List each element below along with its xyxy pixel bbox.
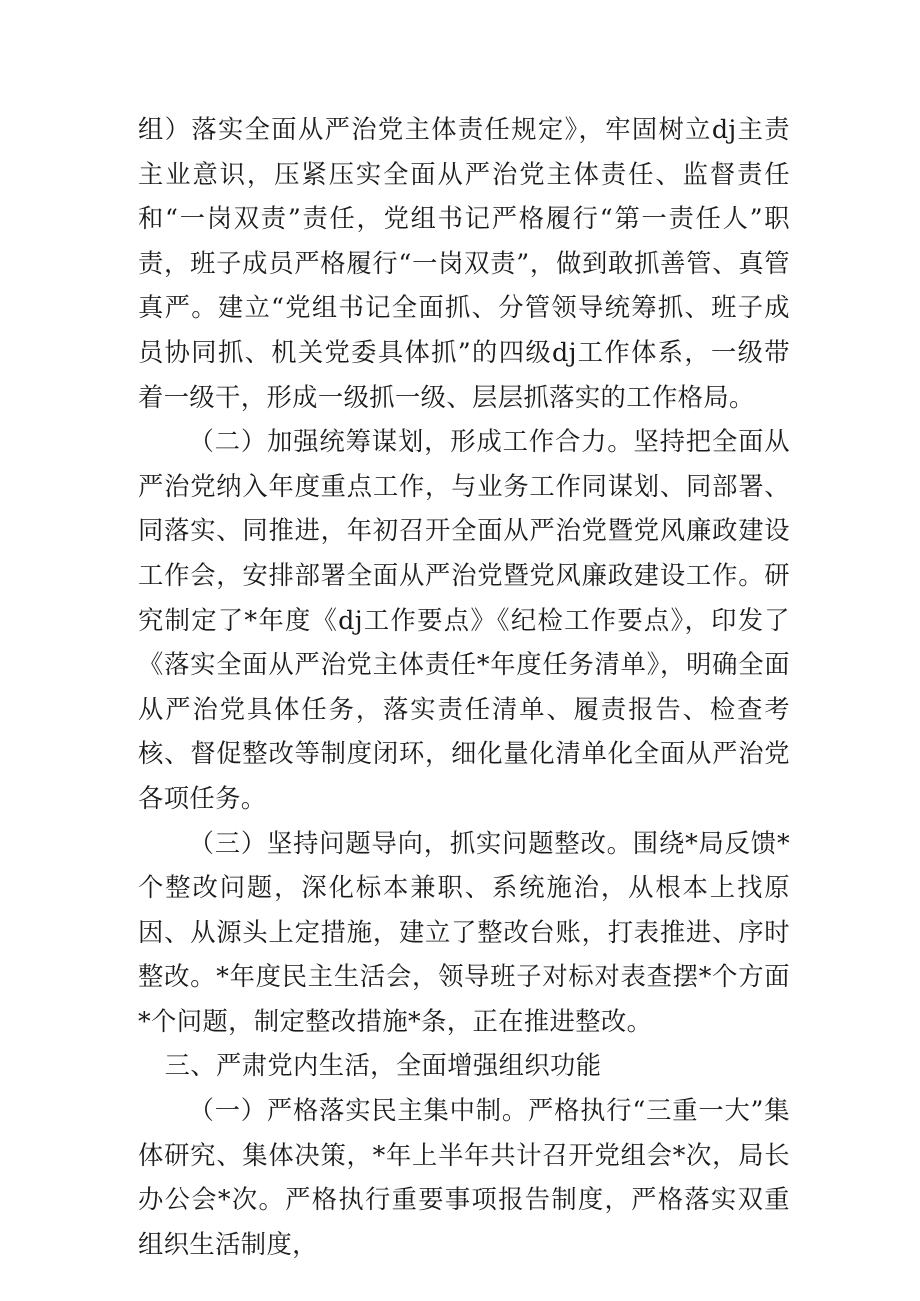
paragraph-coordination-planning: （二）加强统筹谋划，形成工作合力。坚持把全面从严治党纳入年度重点工作，与业务工作同谋划、同部署、同落实、同推进，年初召开全面从严治党暨党风廉政建设工作会，安排部署全面从严治党暨党风廉政建设工作。研究制定了*年度《dj工作要点》《纪检工作要点》，印发了《落实全面从严治党主体责任*年度任务清单》，明确全面从严治党具体任务，落实责任清单、履责报告、检查考核、督促整改等制度闭环，细化量化清单化全面从严治党各项任务。 xyxy=(138,427,790,813)
paragraph-problem-rectification: （三）坚持问题导向，抓实问题整改。围绕*局反馈*个整改问题，深化标本兼职、系统施治，从根本上找原因、从源头上定措施，建立了整改台账，打表推进、序时整改。*年度民主生活会，领导班子对标对表查摆*个方面*个问题，制定整改措施*条，正在推进整改。 xyxy=(138,828,790,1036)
section-heading-party-life: 三、严肃党内生活，全面增强组织功能 xyxy=(164,1051,602,1081)
paragraph-democratic-centralism: （一）严格落实民主集中制。严格执行“三重一大”集体研究、集体决策，*年上半年共计召开党组会*次，局长办公会*次。严格执行重要事项报告制度，严格落实双重组织生活制度， xyxy=(138,1096,790,1259)
paragraph-party-responsibility: 组）落实全面从严治党主体责任规定》，牢固树立dj主责主业意识，压紧压实全面从严治党主体责任、监督责任和“一岗双责”责任，党组书记严格履行“第一责任人”职责，班子成员严格履行“一岗双责”，做到敢抓善管、真管真严。建立“党组书记全面抓、分管领导统筹抓、班子成员协同抓、机关党委具体抓”的四级dj工作体系，一级带着一级干，形成一级抓一级、层层抓落实的工作格局。 xyxy=(138,115,790,412)
document-page xyxy=(138,108,790,1267)
